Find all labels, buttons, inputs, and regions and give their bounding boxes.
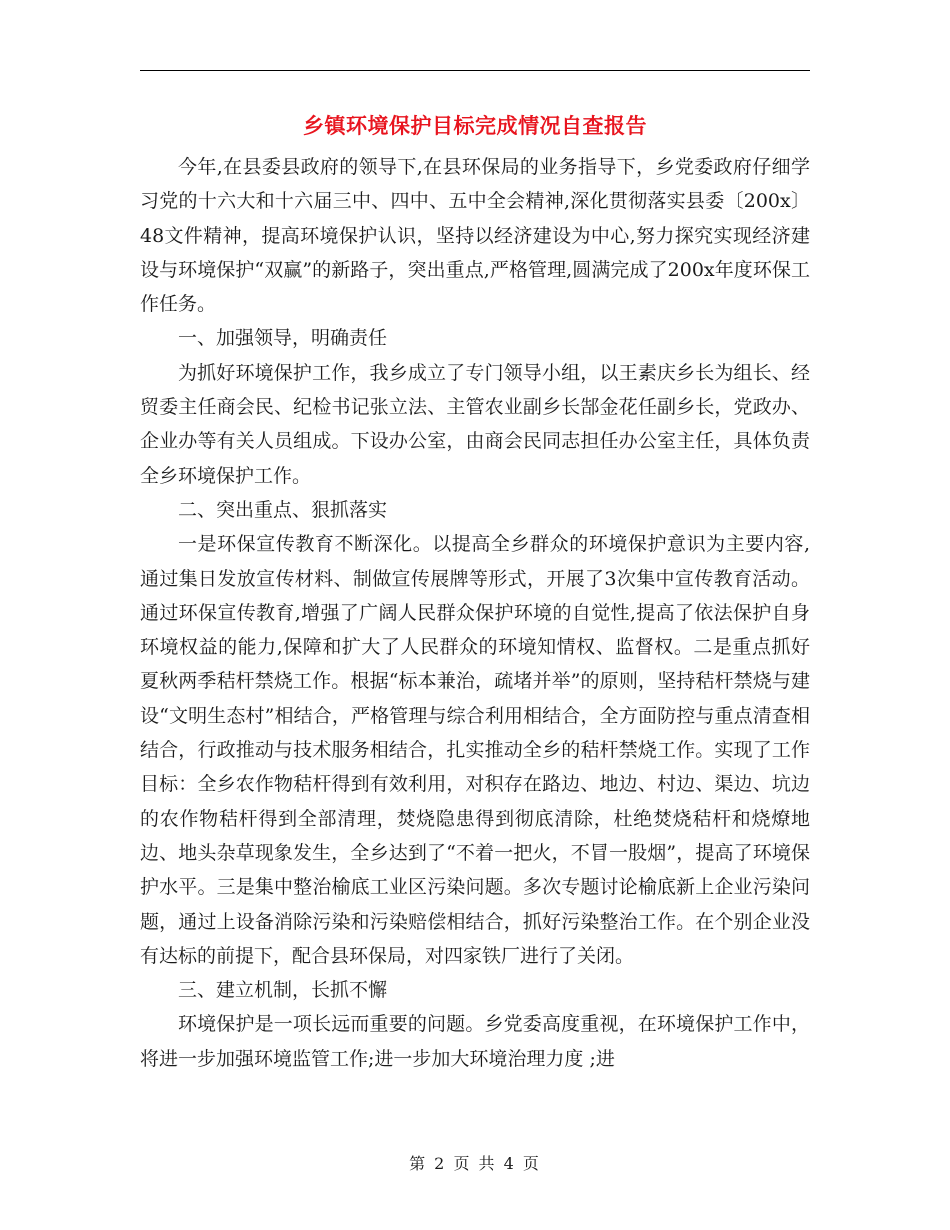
header-rule	[140, 70, 810, 71]
intro-paragraph: 今年,在县委县政府的领导下,在县环保局的业务指导下，乡党委政府仔细学习党的十六大和十六届三中、四中、五中全会精神,深化贯彻落实县委〔200x〕48文件精神，提高环境保护认识，坚持以经济建设为中心,努力探究实现经济建设与环境保护“双赢”的新路子，突出重点,严格管理,圆满完成了200x年度环保工作任务。	[140, 156, 810, 316]
page-number-footer: 第 2 页 共 4 页	[409, 1154, 541, 1173]
section-2-paragraph: 一是环保宣传教育不断深化。以提高全乡群众的环境保护意识为主要内容,通过集日发放宣传材料、制做宣传展牌等形式，开展了3次集中宣传教育活动。通过环保宣传教育,增强了广阔人民群众保护环境的自觉性,提高了依法保护自身环境权益的能力,保障和扩大了人民群众的环境知情权、监督权。二是重点抓好夏秋两季秸杆禁烧工作。根据“标本兼治，疏堵并举”的原则，坚持秸杆禁烧与建设“文明生态村”相结合，严格管理与综合利用相结合，全方面防控与重点清查相结合，行政推动与技术服务相结合，扎实推动全乡的秸杆禁烧工作。实现了工作目标：全乡农作物秸杆得到有效利用，对积存在路边、地边、村边、渠边、坑边的农作物秸杆得到全部清理，焚烧隐患得到彻底清除，杜绝焚烧秸杆和烧燎地边、地头杂草现象发生，全乡达到了“不着一把火，不冒一股烟”，提高了环境保护水平。三是集中整治榆底工业区污染问题。多次专题讨论榆底新上企业污染问题，通过上设备消除污染和污染赔偿相结合，抓好污染整治工作。在个别企业没有达标的前提下，配合县环保局，对四家铁厂进行了关闭。	[140, 533, 810, 967]
section-heading-2: 二、突出重点、狠抓落实	[178, 498, 388, 521]
document-title: 乡镇环境保护目标完成情况自查报告	[303, 114, 647, 138]
section-3-paragraph: 环境保护是一项长远而重要的问题。乡党委高度重视，在环境保护工作中，将进一步加强环境监管工作;进一步加大环境治理力度 ;进	[140, 1013, 810, 1070]
section-heading-3: 三、建立机制，长抓不懈	[178, 979, 388, 1002]
section-heading-1: 一、加强领导，明确责任	[178, 327, 388, 350]
document-body	[140, 106, 810, 1076]
section-1-paragraph: 为抓好环境保护工作，我乡成立了专门领导小组，以王素庆乡长为组长、经贸委主任商会民、纪检书记张立法、主管农业副乡长郜金花任副乡长，党政办、企业办等有关人员组成。下设办公室，由商会民同志担任办公室主任，具体负责全乡环境保护工作。	[140, 361, 810, 487]
